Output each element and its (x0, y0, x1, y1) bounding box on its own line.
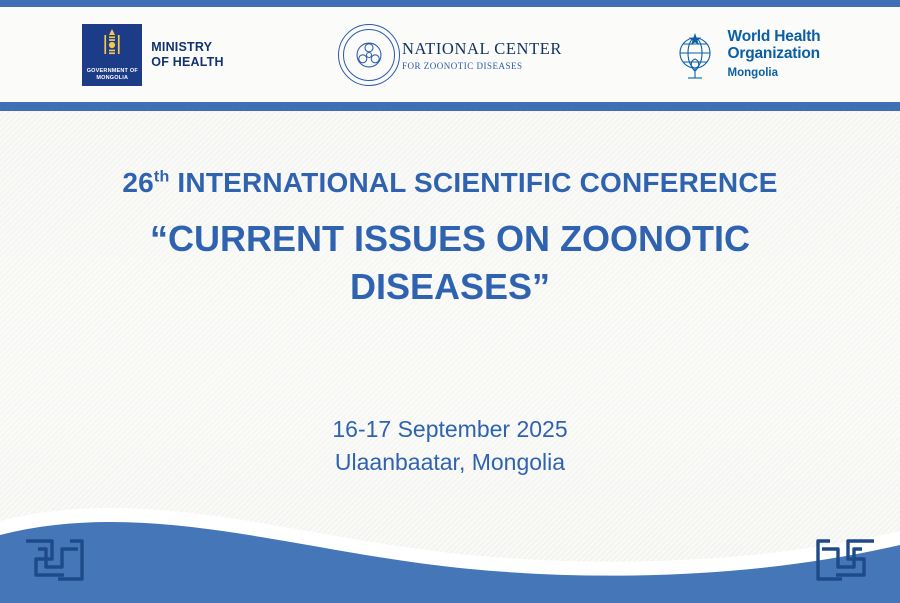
logo-header (0, 7, 900, 102)
conference-title-line1 (0, 167, 900, 199)
who-label (728, 28, 821, 82)
national-center-logo (338, 24, 562, 86)
government-emblem-caption: GOVERNMENT OF MONGOLIA (86, 67, 138, 81)
national-center-seal-icon (338, 24, 400, 86)
logo-slot-who (600, 7, 900, 102)
event-location: Ulaanbaatar, Mongolia (334, 449, 566, 475)
national-center-label-line1: NATIONAL CENTER (401, 38, 563, 58)
mongolian-knot-ornament-right-icon (810, 529, 882, 587)
event-dates: 16-17 September 2025 (332, 416, 568, 442)
conference-title-block (0, 167, 900, 311)
logo-slot-national-center (300, 7, 600, 102)
conference-title-rest: INTERNATIONAL SCIENTIFIC CONFERENCE (169, 167, 778, 198)
mongolian-knot-ornament-left-icon (18, 529, 90, 587)
conference-theme: “CURRENT ISSUES ON ZOONOTIC DISEASES” (149, 218, 751, 307)
mongolia-government-emblem-icon (82, 24, 142, 86)
bottom-wave-decoration (0, 443, 900, 603)
soyombo-symbol-icon (100, 28, 124, 62)
ministry-label-line2: OF HEALTH (151, 54, 224, 69)
who-label-line1: World Health (727, 27, 821, 45)
slide-body (0, 111, 900, 603)
ministry-of-health-logo (82, 24, 223, 86)
who-logo (670, 28, 821, 82)
conference-number-suffix: th (153, 168, 170, 186)
conference-number: 26 (122, 167, 154, 198)
who-country-label: Mongolia (727, 66, 779, 79)
who-emblem-icon (670, 29, 720, 81)
top-accent-bar (0, 0, 900, 7)
logo-slot-ministry-of-health (0, 7, 300, 102)
ministry-of-health-label (151, 40, 223, 70)
who-label-line2: Organization (727, 44, 820, 62)
ministry-label-line1: MINISTRY (151, 39, 213, 54)
national-center-label (402, 39, 562, 71)
national-center-label-line2: FOR ZOONOTIC DISEASES (401, 60, 523, 71)
header-divider-bar (0, 102, 900, 111)
